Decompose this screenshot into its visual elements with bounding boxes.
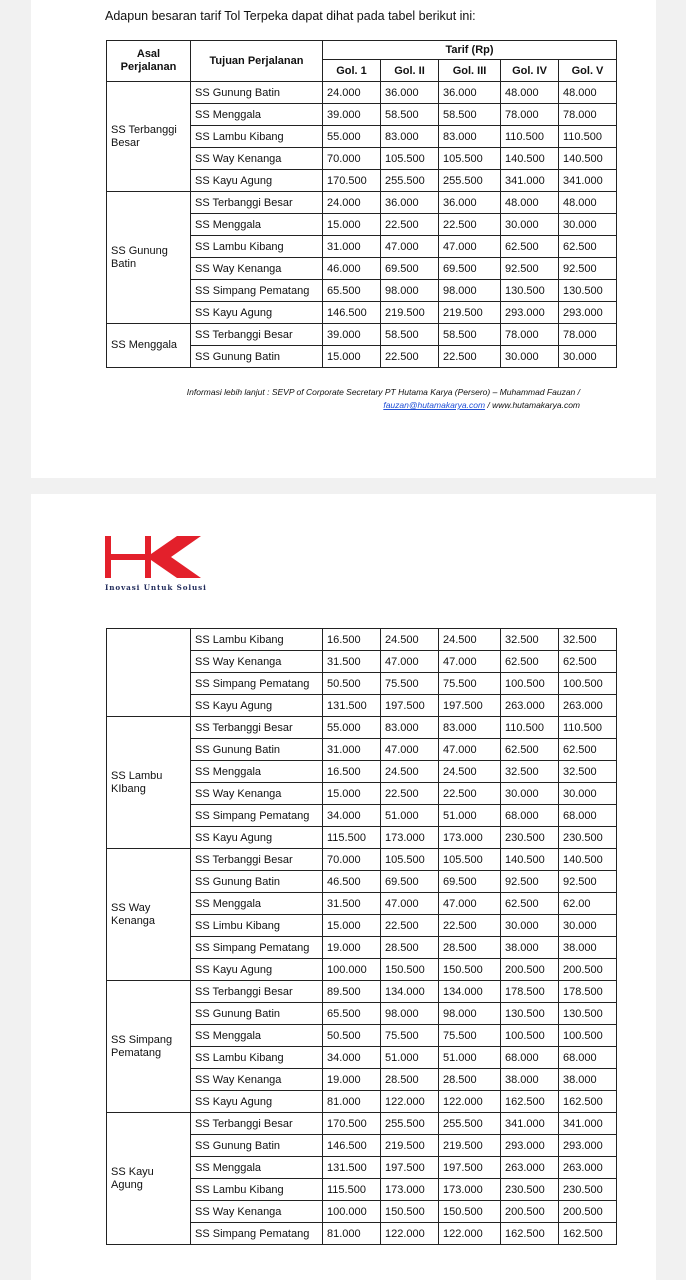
tariff-cell: 105.500 — [381, 148, 439, 170]
tariff-cell: 22.500 — [439, 915, 501, 937]
tariff-cell: 24.000 — [323, 192, 381, 214]
tariff-cell: 47.000 — [439, 651, 501, 673]
tariff-cell: 47.000 — [439, 236, 501, 258]
tariff-cell: 39.000 — [323, 324, 381, 346]
tariff-cell: 78.000 — [501, 324, 559, 346]
destination-cell: SS Gunung Batin — [191, 82, 323, 104]
tariff-cell: 31.000 — [323, 739, 381, 761]
contact-footer — [187, 386, 580, 412]
tariff-cell: 150.500 — [439, 1201, 501, 1223]
destination-cell: SS Menggala — [191, 1157, 323, 1179]
tariff-cell: 62.500 — [501, 651, 559, 673]
destination-cell: SS Way Kenanga — [191, 651, 323, 673]
tariff-cell: 28.500 — [439, 1069, 501, 1091]
tariff-cell: 22.500 — [439, 783, 501, 805]
tariff-cell: 15.000 — [323, 915, 381, 937]
origin-cell: SS Way Kenanga — [107, 849, 191, 981]
destination-cell: SS Simpang Pematang — [191, 937, 323, 959]
tariff-cell: 100.500 — [559, 673, 617, 695]
tariff-cell: 30.000 — [559, 783, 617, 805]
destination-cell: SS Lambu Kibang — [191, 236, 323, 258]
origin-cell: SS Simpang Pematang — [107, 981, 191, 1113]
tariff-cell: 110.500 — [501, 126, 559, 148]
tariff-cell: 200.500 — [559, 959, 617, 981]
tariff-cell: 62.500 — [559, 236, 617, 258]
tariff-cell: 115.500 — [323, 1179, 381, 1201]
tariff-cell: 22.500 — [439, 214, 501, 236]
tariff-cell: 219.500 — [381, 1135, 439, 1157]
tariff-cell: 219.500 — [439, 302, 501, 324]
destination-cell: SS Limbu Kibang — [191, 915, 323, 937]
tariff-cell: 173.000 — [381, 827, 439, 849]
origin-cell: SS Gunung Batin — [107, 192, 191, 324]
tariff-cell: 36.000 — [381, 82, 439, 104]
header-destination: Tujuan Perjalanan — [191, 41, 323, 82]
tariff-cell: 68.000 — [559, 805, 617, 827]
tariff-cell: 30.000 — [501, 346, 559, 368]
origin-cell: SS Lambu KIbang — [107, 717, 191, 849]
tariff-cell: 200.500 — [501, 959, 559, 981]
tariff-cell: 131.500 — [323, 695, 381, 717]
tariff-cell: 341.000 — [559, 170, 617, 192]
tariff-cell: 19.000 — [323, 1069, 381, 1091]
table-row — [107, 717, 617, 739]
tariff-cell: 122.000 — [439, 1091, 501, 1113]
tariff-cell: 34.000 — [323, 805, 381, 827]
destination-cell: SS Way Kenanga — [191, 258, 323, 280]
tariff-cell: 22.500 — [381, 783, 439, 805]
table-row — [107, 192, 617, 214]
tariff-cell: 162.500 — [501, 1091, 559, 1113]
tariff-cell: 134.000 — [381, 981, 439, 1003]
destination-cell: SS Lambu Kibang — [191, 629, 323, 651]
tariff-cell: 173.000 — [381, 1179, 439, 1201]
tariff-cell: 293.000 — [559, 1135, 617, 1157]
origin-cell — [107, 629, 191, 717]
tariff-cell: 100.500 — [501, 1025, 559, 1047]
origin-cell: SS Menggala — [107, 324, 191, 368]
header-class-2: Gol. II — [381, 60, 439, 82]
tariff-cell: 255.500 — [439, 170, 501, 192]
destination-cell: SS Gunung Batin — [191, 871, 323, 893]
tariff-cell: 30.000 — [559, 915, 617, 937]
tariff-cell: 255.500 — [381, 1113, 439, 1135]
tariff-cell: 15.000 — [323, 214, 381, 236]
destination-cell: SS Terbanggi Besar — [191, 717, 323, 739]
tariff-cell: 38.000 — [559, 1069, 617, 1091]
tariff-cell: 98.000 — [439, 1003, 501, 1025]
tariff-cell: 293.000 — [559, 302, 617, 324]
tariff-cell: 31.500 — [323, 651, 381, 673]
tariff-cell: 81.000 — [323, 1091, 381, 1113]
destination-cell: SS Lambu Kibang — [191, 1047, 323, 1069]
tariff-cell: 38.000 — [559, 937, 617, 959]
tariff-cell: 47.000 — [381, 739, 439, 761]
tariff-cell: 263.000 — [559, 695, 617, 717]
destination-cell: SS Simpang Pematang — [191, 1223, 323, 1245]
destination-cell: SS Way Kenanga — [191, 148, 323, 170]
tariff-cell: 78.000 — [559, 104, 617, 126]
header-origin: Asal Perjalanan — [107, 41, 191, 82]
tariff-cell: 197.500 — [381, 695, 439, 717]
tariff-cell: 55.000 — [323, 126, 381, 148]
tariff-cell: 34.000 — [323, 1047, 381, 1069]
tariff-cell: 75.500 — [381, 1025, 439, 1047]
tariff-cell: 50.500 — [323, 673, 381, 695]
tariff-cell: 28.500 — [381, 937, 439, 959]
destination-cell: SS Gunung Batin — [191, 346, 323, 368]
hk-logo — [105, 536, 205, 578]
tariff-cell: 65.500 — [323, 280, 381, 302]
destination-cell: SS Kayu Agung — [191, 1091, 323, 1113]
tariff-cell: 140.500 — [559, 849, 617, 871]
destination-cell: SS Menggala — [191, 214, 323, 236]
tariff-cell: 170.500 — [323, 170, 381, 192]
tariff-cell: 293.000 — [501, 302, 559, 324]
table-row — [107, 981, 617, 1003]
tariff-cell: 173.000 — [439, 827, 501, 849]
tariff-cell: 47.000 — [381, 651, 439, 673]
tariff-cell: 47.000 — [381, 893, 439, 915]
tariff-cell: 140.500 — [559, 148, 617, 170]
tariff-cell: 100.000 — [323, 1201, 381, 1223]
header-class-1: Gol. 1 — [323, 60, 381, 82]
table-row — [107, 1113, 617, 1135]
tariff-cell: 263.000 — [501, 695, 559, 717]
tariff-cell: 83.000 — [381, 717, 439, 739]
tariff-cell: 78.000 — [559, 324, 617, 346]
tariff-cell: 263.000 — [501, 1157, 559, 1179]
tariff-cell: 36.000 — [439, 82, 501, 104]
tariff-cell: 50.500 — [323, 1025, 381, 1047]
tariff-cell: 62.00 — [559, 893, 617, 915]
tariff-cell: 30.000 — [501, 915, 559, 937]
tariff-cell: 30.000 — [559, 346, 617, 368]
tariff-cell: 55.000 — [323, 717, 381, 739]
tariff-cell: 146.500 — [323, 302, 381, 324]
destination-cell: SS Gunung Batin — [191, 739, 323, 761]
tariff-cell: 92.500 — [501, 871, 559, 893]
tariff-cell: 51.000 — [439, 1047, 501, 1069]
tariff-cell: 69.500 — [439, 871, 501, 893]
tariff-cell: 178.500 — [559, 981, 617, 1003]
tariff-cell: 83.000 — [381, 126, 439, 148]
tariff-cell: 162.500 — [559, 1223, 617, 1245]
tariff-cell: 130.500 — [559, 280, 617, 302]
tariff-cell: 81.000 — [323, 1223, 381, 1245]
tariff-cell: 134.000 — [439, 981, 501, 1003]
tariff-cell: 19.000 — [323, 937, 381, 959]
tariff-cell: 46.500 — [323, 871, 381, 893]
tariff-cell: 51.000 — [439, 805, 501, 827]
tariff-cell: 341.000 — [501, 170, 559, 192]
tariff-cell: 38.000 — [501, 937, 559, 959]
tariff-cell: 69.500 — [439, 258, 501, 280]
tariff-cell: 89.500 — [323, 981, 381, 1003]
tariff-cell: 24.500 — [381, 761, 439, 783]
footer-contact-line: Informasi lebih lanjut : SEVP of Corporate Secretary PT Hutama Karya (Persero) – Muhammad Fauzan / — [186, 387, 580, 397]
tariff-cell: 263.000 — [559, 1157, 617, 1179]
tariff-cell: 230.500 — [501, 1179, 559, 1201]
tariff-cell: 92.500 — [559, 871, 617, 893]
destination-cell: SS Kayu Agung — [191, 959, 323, 981]
destination-cell: SS Terbanggi Besar — [191, 981, 323, 1003]
tariff-cell: 162.500 — [559, 1091, 617, 1113]
tariff-cell: 36.000 — [439, 192, 501, 214]
tariff-cell: 197.500 — [439, 1157, 501, 1179]
tariff-cell: 178.500 — [501, 981, 559, 1003]
tariff-cell: 15.000 — [323, 346, 381, 368]
tariff-cell: 58.500 — [439, 104, 501, 126]
destination-cell: SS Menggala — [191, 104, 323, 126]
tariff-cell: 110.500 — [559, 126, 617, 148]
table-row — [107, 82, 617, 104]
tariff-cell: 31.000 — [323, 236, 381, 258]
tariff-cell: 58.500 — [439, 324, 501, 346]
table2-body — [107, 629, 617, 1245]
tariff-cell: 162.500 — [501, 1223, 559, 1245]
tariff-cell: 32.500 — [559, 629, 617, 651]
tariff-cell: 39.000 — [323, 104, 381, 126]
tariff-cell: 68.000 — [559, 1047, 617, 1069]
tariff-cell: 100.500 — [501, 673, 559, 695]
tariff-cell: 200.500 — [501, 1201, 559, 1223]
table-row — [107, 324, 617, 346]
tariff-cell: 70.000 — [323, 849, 381, 871]
tariff-cell: 115.500 — [323, 827, 381, 849]
destination-cell: SS Way Kenanga — [191, 1069, 323, 1091]
tariff-cell: 69.500 — [381, 258, 439, 280]
tariff-cell: 130.500 — [501, 1003, 559, 1025]
tariff-cell: 75.500 — [439, 673, 501, 695]
origin-cell: SS Kayu Agung — [107, 1113, 191, 1245]
header-class-3: Gol. III — [439, 60, 501, 82]
tariff-cell: 122.000 — [439, 1223, 501, 1245]
tariff-cell: 51.000 — [381, 805, 439, 827]
tariff-cell: 47.000 — [439, 739, 501, 761]
destination-cell: SS Lambu Kibang — [191, 126, 323, 148]
tariff-cell: 219.500 — [381, 302, 439, 324]
tariff-cell: 48.000 — [501, 192, 559, 214]
tariff-cell: 105.500 — [439, 849, 501, 871]
tariff-cell: 51.000 — [381, 1047, 439, 1069]
tariff-cell: 83.000 — [439, 126, 501, 148]
tariff-cell: 68.000 — [501, 1047, 559, 1069]
tariff-cell: 92.500 — [501, 258, 559, 280]
website-text: / www.hutamakarya.com — [485, 400, 580, 410]
destination-cell: SS Menggala — [191, 893, 323, 915]
tariff-cell: 230.500 — [559, 827, 617, 849]
tariff-cell: 47.000 — [381, 236, 439, 258]
document-page-2 — [31, 494, 656, 1280]
destination-cell: SS Kayu Agung — [191, 695, 323, 717]
tariff-cell: 150.500 — [381, 959, 439, 981]
tariff-cell: 130.500 — [559, 1003, 617, 1025]
tariff-cell: 75.500 — [439, 1025, 501, 1047]
tariff-cell: 32.500 — [501, 629, 559, 651]
tariff-cell: 110.500 — [501, 717, 559, 739]
table1-body — [107, 82, 617, 368]
destination-cell: SS Menggala — [191, 761, 323, 783]
tariff-cell: 36.000 — [381, 192, 439, 214]
tariff-cell: 32.500 — [501, 761, 559, 783]
tariff-cell: 110.500 — [559, 717, 617, 739]
destination-cell: SS Way Kenanga — [191, 1201, 323, 1223]
tariff-cell: 92.500 — [559, 258, 617, 280]
tariff-cell: 75.500 — [381, 673, 439, 695]
tariff-cell: 293.000 — [501, 1135, 559, 1157]
tariff-cell: 230.500 — [559, 1179, 617, 1201]
destination-cell: SS Kayu Agung — [191, 302, 323, 324]
tariff-cell: 130.500 — [501, 280, 559, 302]
tariff-cell: 70.000 — [323, 148, 381, 170]
tariff-cell: 105.500 — [381, 849, 439, 871]
tariff-cell: 62.500 — [501, 739, 559, 761]
tariff-cell: 100.000 — [323, 959, 381, 981]
table-header-row — [107, 41, 617, 60]
tariff-table-1 — [106, 40, 617, 368]
destination-cell: SS Terbanggi Besar — [191, 849, 323, 871]
tariff-cell: 255.500 — [439, 1113, 501, 1135]
tariff-cell: 32.500 — [559, 761, 617, 783]
tariff-cell: 105.500 — [439, 148, 501, 170]
tariff-cell: 98.000 — [381, 280, 439, 302]
tariff-cell: 48.000 — [559, 82, 617, 104]
tariff-cell: 28.500 — [381, 1069, 439, 1091]
tariff-cell: 173.000 — [439, 1179, 501, 1201]
tariff-cell: 150.500 — [381, 1201, 439, 1223]
tariff-cell: 48.000 — [559, 192, 617, 214]
tariff-cell: 22.500 — [381, 214, 439, 236]
tariff-cell: 131.500 — [323, 1157, 381, 1179]
tariff-cell: 219.500 — [439, 1135, 501, 1157]
document-page-1 — [31, 0, 656, 478]
tariff-cell: 16.500 — [323, 629, 381, 651]
tariff-cell: 197.500 — [381, 1157, 439, 1179]
destination-cell: SS Kayu Agung — [191, 827, 323, 849]
tariff-cell: 22.500 — [439, 346, 501, 368]
tariff-cell: 62.500 — [501, 236, 559, 258]
tariff-cell: 170.500 — [323, 1113, 381, 1135]
destination-cell: SS Gunung Batin — [191, 1003, 323, 1025]
destination-cell: SS Simpang Pematang — [191, 673, 323, 695]
tariff-cell: 100.500 — [559, 1025, 617, 1047]
tariff-cell: 341.000 — [559, 1113, 617, 1135]
destination-cell: SS Lambu Kibang — [191, 1179, 323, 1201]
destination-cell: SS Simpang Pematang — [191, 805, 323, 827]
tariff-cell: 58.500 — [381, 104, 439, 126]
tariff-cell: 22.500 — [381, 346, 439, 368]
tariff-cell: 140.500 — [501, 148, 559, 170]
destination-cell: SS Terbanggi Besar — [191, 192, 323, 214]
destination-cell: SS Terbanggi Besar — [191, 1113, 323, 1135]
destination-cell: SS Gunung Batin — [191, 1135, 323, 1157]
email-link[interactable]: fauzan@hutamakarya.com — [383, 400, 486, 410]
destination-cell: SS Menggala — [191, 1025, 323, 1047]
intro-text: Adapun besaran tarif Tol Terpeka dapat dihat pada tabel berikut ini: — [105, 9, 476, 23]
tariff-cell: 65.500 — [323, 1003, 381, 1025]
table-row — [107, 849, 617, 871]
header-class-5: Gol. V — [559, 60, 617, 82]
header-class-4: Gol. IV — [501, 60, 559, 82]
tariff-cell: 47.000 — [439, 893, 501, 915]
tariff-cell: 69.500 — [381, 871, 439, 893]
tariff-cell: 31.500 — [323, 893, 381, 915]
tariff-cell: 150.500 — [439, 959, 501, 981]
tariff-cell: 62.500 — [559, 739, 617, 761]
tariff-cell: 62.500 — [501, 893, 559, 915]
tariff-cell: 30.000 — [559, 214, 617, 236]
tariff-cell: 16.500 — [323, 761, 381, 783]
tariff-cell: 24.500 — [439, 761, 501, 783]
tariff-cell: 30.000 — [501, 783, 559, 805]
tariff-cell: 83.000 — [439, 717, 501, 739]
table-row — [107, 629, 617, 651]
tariff-table-2 — [106, 628, 617, 1245]
tariff-cell: 78.000 — [501, 104, 559, 126]
tariff-cell: 122.000 — [381, 1223, 439, 1245]
origin-cell: SS Terbanggi Besar — [107, 82, 191, 192]
hk-logo-icon — [105, 536, 201, 578]
tariff-cell: 28.500 — [439, 937, 501, 959]
tariff-cell: 140.500 — [501, 849, 559, 871]
tariff-cell: 24.500 — [439, 629, 501, 651]
tariff-cell: 146.500 — [323, 1135, 381, 1157]
tariff-cell: 98.000 — [439, 280, 501, 302]
tariff-cell: 341.000 — [501, 1113, 559, 1135]
tariff-cell: 24.000 — [323, 82, 381, 104]
destination-cell: SS Terbanggi Besar — [191, 324, 323, 346]
logo-tagline: Inovasi Untuk Solusi — [105, 583, 207, 592]
tariff-cell: 15.000 — [323, 783, 381, 805]
tariff-cell: 197.500 — [439, 695, 501, 717]
destination-cell: SS Way Kenanga — [191, 783, 323, 805]
tariff-cell: 22.500 — [381, 915, 439, 937]
tariff-cell: 98.000 — [381, 1003, 439, 1025]
tariff-cell: 230.500 — [501, 827, 559, 849]
tariff-cell: 200.500 — [559, 1201, 617, 1223]
tariff-cell: 30.000 — [501, 214, 559, 236]
tariff-cell: 48.000 — [501, 82, 559, 104]
destination-cell: SS Simpang Pematang — [191, 280, 323, 302]
tariff-cell: 58.500 — [381, 324, 439, 346]
header-tariff: Tarif (Rp) — [323, 41, 617, 60]
tariff-cell: 255.500 — [381, 170, 439, 192]
tariff-cell: 24.500 — [381, 629, 439, 651]
tariff-cell: 122.000 — [381, 1091, 439, 1113]
tariff-cell: 62.500 — [559, 651, 617, 673]
tariff-cell: 38.000 — [501, 1069, 559, 1091]
tariff-cell: 68.000 — [501, 805, 559, 827]
destination-cell: SS Kayu Agung — [191, 170, 323, 192]
tariff-cell: 46.000 — [323, 258, 381, 280]
